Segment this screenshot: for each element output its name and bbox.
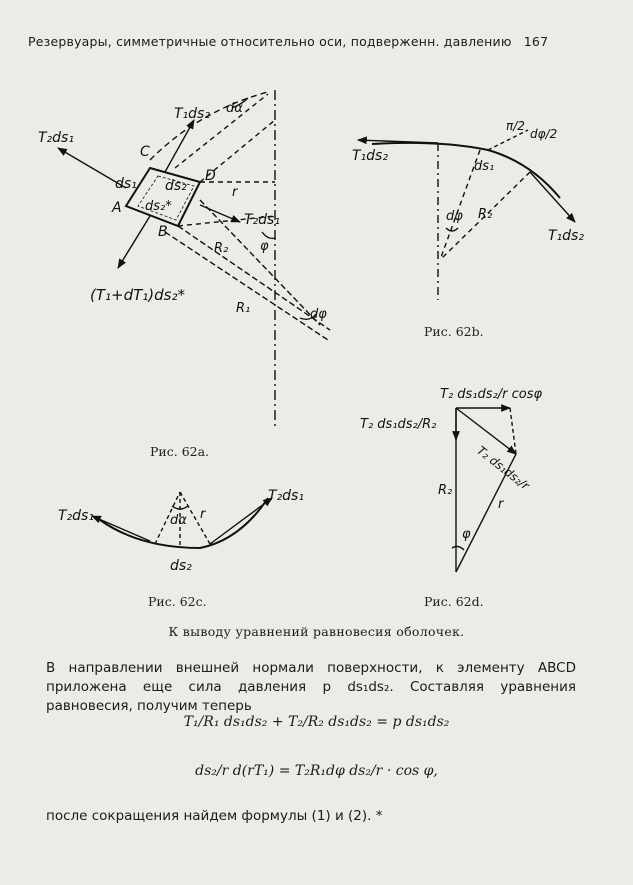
figure-62c-labels [58, 488, 304, 609]
page-number: 167 [523, 34, 549, 49]
label-d-r: r [498, 497, 504, 512]
label-a-t2ds1-left: T₂ds₁ [38, 130, 74, 146]
figure-62d [452, 408, 516, 572]
arrow-t1-dt1 [118, 216, 150, 268]
figure-group-caption: К выводу уравнений равновесия оболочек. [168, 624, 465, 639]
equation-2: ds₂/r d(rT₁) = T₂R₁dφ ds₂/r · cos φ, [195, 763, 438, 779]
label-c-dalpha: dα [170, 513, 187, 528]
arrow-62c-right [210, 498, 272, 544]
tangent-62b [488, 130, 528, 150]
label-d-left: T₂ ds₁ds₂/R₂ [360, 417, 437, 432]
label-a-ds2: ds₂ [165, 178, 187, 194]
label-a-r: r [232, 185, 238, 200]
closing-sentence: после сокращения найдем формулы (1) и (2). * [46, 808, 383, 824]
element-abcd [126, 168, 200, 226]
arc-phi [262, 232, 275, 238]
label-b-t1ds2-right: T₁ds₂ [548, 228, 584, 244]
equation-1: T₁/R₁ ds₁ds₂ + T₂/R₂ ds₁ds₂ = p ds₁ds₂ [183, 714, 450, 730]
body-paragraph: В направлении внешней нормали поверхности, к элементу ABCD приложена еще сила давления p ds₁ds₂. Составляя уравнения равновесия, получим теперь [46, 660, 576, 714]
label-b-dphi: dφ [446, 209, 463, 224]
caption-62a: Рис. 62a. [150, 444, 210, 459]
figure-62b-labels [352, 119, 584, 339]
label-a-ds1: ds₁ [115, 176, 137, 192]
label-b-pi: π/2 [506, 119, 525, 133]
label-a-dphi: dφ [310, 307, 327, 322]
arc-top [150, 92, 268, 160]
caption-62d: Рис. 62d. [424, 594, 484, 609]
label-d-r2: R₂ [438, 483, 453, 498]
arc-62d-phi [452, 546, 464, 550]
label-b-r2: R₂ [478, 207, 493, 222]
label-a-b: B [158, 224, 168, 240]
label-c-t2ds1-right: T₂ds₁ [268, 488, 304, 504]
figure-62a-labels [38, 101, 327, 459]
figure-62d-labels [360, 387, 542, 609]
caption-62c: Рис. 62c. [148, 594, 207, 609]
arc-62b [372, 143, 560, 198]
label-a-t2ds1-right: T₂ds₁ [244, 212, 280, 228]
label-a-t1ds2: T₁ds₂ [174, 106, 210, 122]
label-a-r1: R₁ [236, 301, 251, 316]
label-a-phi: φ [260, 239, 269, 254]
label-a-dalpha: dα [226, 101, 243, 116]
label-c-ds2: ds₂ [170, 558, 192, 574]
label-a-tension-sum: (T₁+dT₁)ds₂* [90, 286, 185, 304]
label-b-ds1: ds₁ [474, 159, 495, 174]
label-d-top: T₂ ds₁ds₂/r cosφ [440, 387, 543, 402]
label-b-t1ds2-left: T₁ds₂ [352, 148, 388, 164]
figure-62a [58, 90, 330, 430]
line-r2 [178, 226, 330, 330]
dash-62d [510, 408, 516, 454]
label-a-d: D [205, 168, 216, 184]
figure-62b [358, 130, 575, 300]
label-c-t2ds1-left: T₂ds₁ [58, 508, 94, 524]
arrow-62b-right [530, 172, 575, 222]
caption-62b: Рис. 62b. [424, 324, 484, 339]
arrow-t2ds1-right [200, 205, 240, 222]
label-c-r: r [200, 507, 206, 522]
label-b-dphi2: dφ/2 [530, 127, 558, 141]
label-d-diag: T₂ ds₁ds₂/r [474, 443, 532, 493]
label-a-c: C [140, 144, 150, 160]
arrow-62c-left [92, 516, 150, 541]
running-title: Резервуары, симметричные относительно оси, подверженн. давлению [28, 34, 512, 49]
label-a-r2: R₂ [214, 241, 229, 256]
label-a-a: A [112, 200, 122, 216]
label-a-ds2-star: ds₂* [145, 199, 172, 214]
label-d-phi: φ [462, 527, 471, 542]
